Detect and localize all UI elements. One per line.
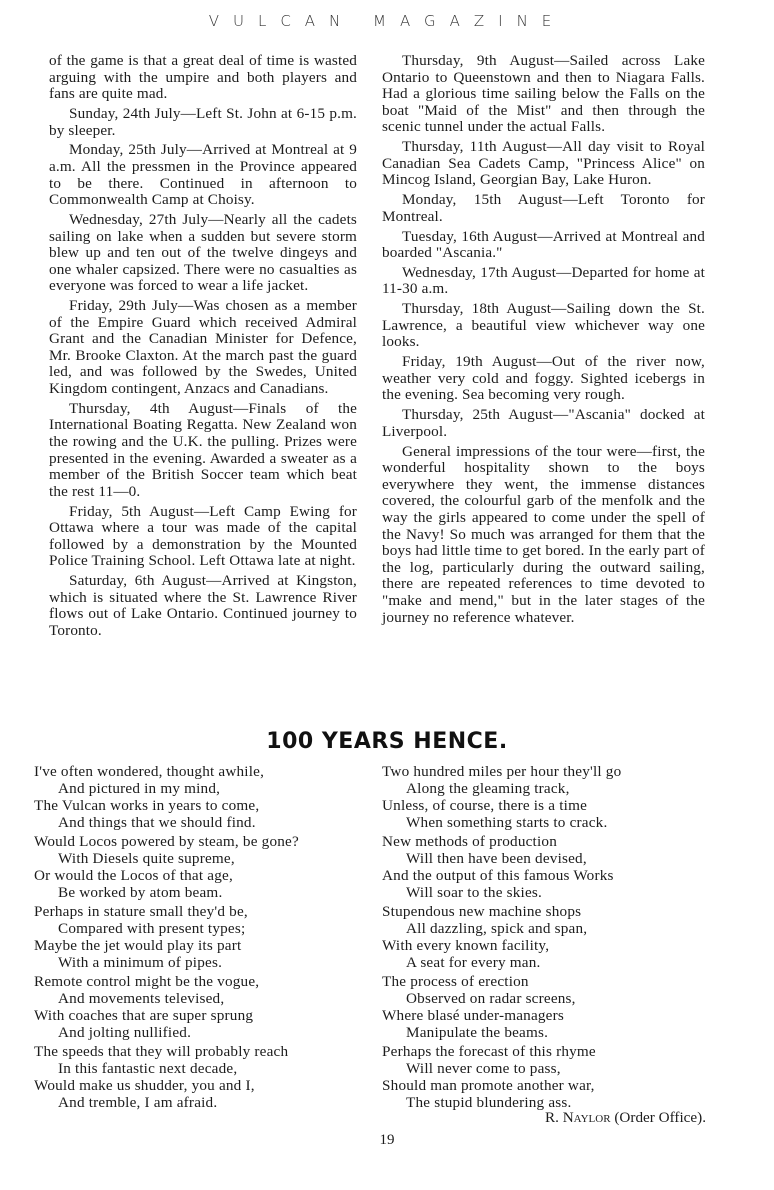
poem-line: And things that we should find. <box>58 814 256 831</box>
poem-line: And the output of this famous Works <box>382 867 614 884</box>
poem-line: Would Locos powered by steam, be gone? <box>34 833 299 850</box>
stanza <box>382 833 722 901</box>
poem-line: Along the gleaming track, <box>406 780 570 797</box>
poem-line: Stupendous new machine shops <box>382 903 582 920</box>
stanza <box>34 1043 374 1111</box>
magazine-masthead: VULCAN MAGAZINE <box>208 12 566 30</box>
poem-line: Compared with present types; <box>58 920 246 937</box>
poem-title: 100 YEARS HENCE. <box>266 729 508 754</box>
poem-line: And tremble, I am afraid. <box>58 1094 218 1111</box>
stanza <box>34 833 374 901</box>
stanza <box>382 763 722 831</box>
poem-line: The process of erection <box>382 973 529 990</box>
poem-line: I've often wondered, thought awhile, <box>34 763 265 780</box>
poem-line: Unless, of course, there is a time <box>382 797 588 814</box>
paragraph: Monday, 25th July—Arrived at Montreal at 9 a.m. All the pressmen in the Province appeared to be there. Continued in afternoon to Commonwealth Camp at Choisy. <box>49 141 357 209</box>
poem-line: And jolting nullified. <box>58 1024 192 1041</box>
poem-line: With every known facility, <box>382 937 550 954</box>
poem-line: Will then have been devised, <box>406 850 587 867</box>
poem-line: With a minimum of pipes. <box>58 954 223 971</box>
poem-line: And movements televised, <box>58 990 225 1007</box>
poem-line: Should man promote another war, <box>382 1077 595 1094</box>
poem-line: In this fantastic next decade, <box>58 1060 238 1077</box>
poem-line: With coaches that are super sprung <box>34 1007 254 1024</box>
poem-line: The speeds that they will probably reach <box>34 1043 289 1060</box>
paragraph: Friday, 5th August—Left Camp Ewing for Ottawa where a tour was made of the capital followed by a demonstration by the Mounted Police Training School. Left Ottawa late at night. <box>49 502 357 570</box>
stanza <box>34 973 374 1041</box>
author-surname: Naylor <box>562 1109 611 1126</box>
paragraph: Saturday, 6th August—Arrived at Kingston, which is situated where the St. Lawrence River flows out of Lake Ontario. Continued journey to Toronto. <box>49 572 357 639</box>
poem-line: When something starts to crack. <box>406 814 608 831</box>
poem-line: Will never come to pass, <box>406 1060 561 1077</box>
poem-line: Would make us shudder, you and I, <box>34 1077 255 1094</box>
poem-line: Where blasé under-managers <box>382 1007 564 1024</box>
poem-line: The Vulcan works in years to come, <box>34 797 260 814</box>
poem-line: Perhaps the forecast of this rhyme <box>382 1043 596 1060</box>
poem-line: New methods of production <box>382 833 557 850</box>
paragraph: Thursday, 4th August—Finals of the International Boating Regatta. New Zealand won the rowing and the U.K. the pulling. Prizes were presented in the evening. Awarded a sweater as a member of the British Soccer team which beat the rest 11—0. <box>49 399 357 500</box>
author-department: (Order Office). <box>614 1109 706 1126</box>
poem-line: The stupid blundering ass. <box>406 1094 572 1111</box>
stanza <box>382 1043 722 1111</box>
stanza <box>34 763 374 831</box>
poem-line: A seat for every man. <box>406 954 541 971</box>
poem-line: Be worked by atom beam. <box>58 884 223 901</box>
paragraph: Sunday, 24th July—Left St. John at 6-15 p.m. by sleeper. <box>49 104 357 139</box>
poem-line: Or would the Locos of that age, <box>34 867 233 884</box>
poem-line: Perhaps in stature small they'd be, <box>34 903 248 920</box>
poem-line: All dazzling, spick and span, <box>406 920 588 937</box>
poem-line: With Diesels quite supreme, <box>58 850 235 867</box>
page-number: 19 <box>379 1132 395 1148</box>
stanza <box>34 903 374 971</box>
paragraph: Tuesday, 16th August—Arrived at Montreal and boarded "Ascania." <box>382 227 705 262</box>
paragraph: Wednesday, 27th July—Nearly all the cadets sailing on lake when a sudden but severe storm blew up and ten out of the twelve dingeys and one whaler capsized. There were no casualties as everyone was forced to wear a life jacket. <box>49 210 357 295</box>
poem-author-signature <box>500 1109 706 1127</box>
poem-line: Remote control might be the vogue, <box>34 973 260 990</box>
poem-line: Observed on radar screens, <box>406 990 576 1007</box>
paragraph: Thursday, 25th August—"Ascania" docked at Liverpool. <box>382 406 705 440</box>
paragraph: Thursday, 9th August—Sailed across Lake Ontario to Queenstown and then to Niagara Falls. Had a glorious time sailing below the Falls on the boat "Maid of the Mist" and then through the scenic tunnel under the actual Falls. <box>382 52 705 136</box>
paragraph: Thursday, 11th August—All day visit to Royal Canadian Sea Cadets Camp, "Princess Alice" on Mincog Island, Georgian Bay, Lake Huron. <box>382 138 705 189</box>
paragraph: Wednesday, 17th August—Departed for home at 11-30 a.m. <box>382 263 705 298</box>
article-left-column <box>49 53 357 643</box>
poem-line: Manipulate the beams. <box>406 1024 549 1041</box>
poem-line: Will soar to the skies. <box>406 884 543 901</box>
paragraph: General impressions of the tour were—first, the wonderful hospitality shown to the boys everywhere they went, the immense distances covered, the colourful garb of the menfolk and the way the girls appeared to come under the spell of the Navy! So much was arranged for them that the boys had little time to get bored. In the early part of the log, particularly during the outward sailing, there are repeated references to time devoted to "make and mend," but in the later stages of the journey no reference whatever. <box>382 442 705 626</box>
paragraph: of the game is that a great deal of time is wasted arguing with the umpire and both players and fans are quite mad. <box>49 52 357 103</box>
poem-line: And pictured in my mind, <box>58 780 221 797</box>
stanza <box>382 973 722 1041</box>
paragraph: Friday, 29th July—Was chosen as a member of the Empire Guard which received Admiral Grant and the Canadian Minister for Defence, Mr. Brooke Claxton. At the march past the guard led, and was followed by the Swedes, United Kingdom contingent, Anzacs and Canadians. <box>49 297 357 398</box>
poem-line: Two hundred miles per hour they'll go <box>382 763 622 780</box>
poem-right-column <box>382 763 722 1113</box>
paragraph: Monday, 15th August—Left Toronto for Montreal. <box>382 191 705 225</box>
stanza <box>382 903 722 971</box>
poem-left-column <box>34 763 374 1113</box>
paragraph: Thursday, 18th August—Sailing down the St. Lawrence, a beautiful view whichever way one looks. <box>382 300 705 351</box>
author-initial: R. <box>544 1109 559 1126</box>
article-right-column <box>382 53 705 629</box>
poem-line: Maybe the jet would play its part <box>34 937 242 954</box>
paragraph: Friday, 19th August—Out of the river now, weather very cold and foggy. Sighted icebergs in the evening. Sea becoming very rough. <box>382 353 705 404</box>
